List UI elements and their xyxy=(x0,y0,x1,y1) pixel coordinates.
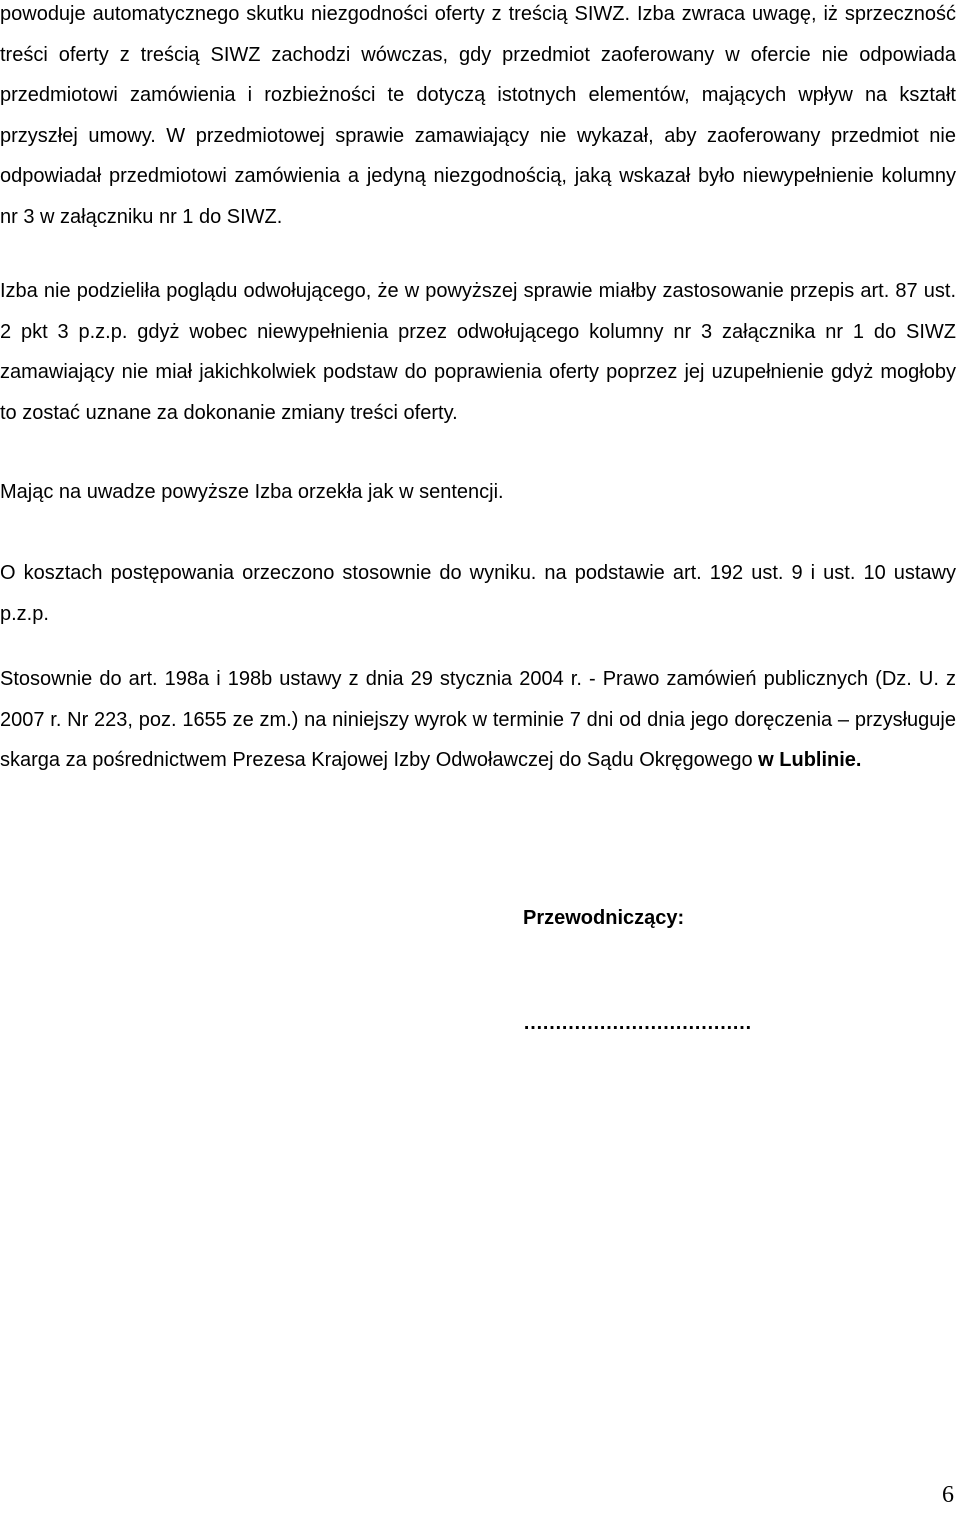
page-number: 6 xyxy=(942,1482,954,1508)
paragraph-offer-nonconformity: powoduje automatycznego skutku niezgodności oferty z treścią SIWZ. Izba zwraca uwagę, iż sprzeczność treści oferty z treścią SIWZ zachodzi wówczas, gdy przedmiot zaoferowany w ofercie nie odpowiada przedmiotowi zamówienia i rozbieżności te dotyczą istotnych elementów, mających wpływ na kształt przyszłej umowy. W przedmiotowej sprawie zamawiający nie wykazał, aby zaoferowany przedmiot nie odpowiadał przedmiotowi zamówienia a jedyną niezgodnością, jaką wskazał było niewypełnienie kolumny nr 3 w załączniku nr 1 do SIWZ. xyxy=(0,3,956,228)
signature-line: ……………………………… xyxy=(523,1012,751,1034)
paragraph-ruling-basis: Mając na uwadze powyższe Izba orzekła jak w sentencji. xyxy=(0,481,504,503)
appeal-instruction-text: Stosownie do art. 198a i 198b ustawy z dnia 29 stycznia 2004 r. - Prawo zamówień publicznych (Dz. U. z 2007 r. Nr 223, poz. 1655 ze zm.) na niniejszy wyrok w terminie 7 dni od dnia jego doręczenia – przysługuje skarga za pośrednictwem Prezesa Krajowej Izby Odwoławczej do Sądu Okręgowego xyxy=(0,668,956,771)
appeal-court-location: w Lublinie. xyxy=(758,749,862,771)
paragraph-appeal-instruction xyxy=(0,659,956,781)
signature-title: Przewodniczący: xyxy=(523,907,685,929)
paragraph-chamber-position: Izba nie podzieliła poglądu odwołującego, że w powyższej sprawie miałby zastosowanie przepis art. 87 ust. 2 pkt 3 p.z.p. gdyż wobec niewypełnienia przez odwołującego kolumny nr 3 załącznika nr 1 do SIWZ zamawiający nie miał jakichkolwiek podstaw do poprawienia oferty poprzez jej uzupełnienie gdyż mogłoby to zostać uznane za dokonanie zmiany treści oferty. xyxy=(0,280,956,424)
paragraph-costs: O kosztach postępowania orzeczono stosownie do wyniku. na podstawie art. 192 ust. 9 i ust. 10 ustawy p.z.p. xyxy=(0,562,956,625)
